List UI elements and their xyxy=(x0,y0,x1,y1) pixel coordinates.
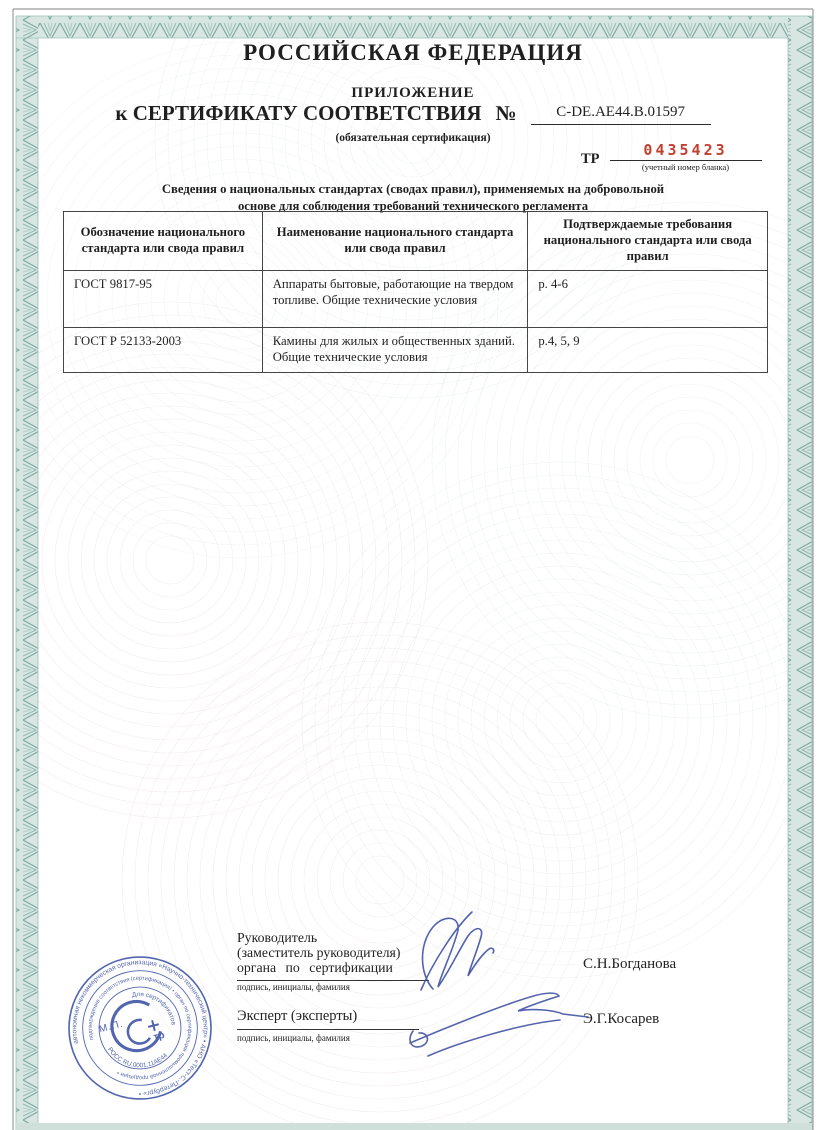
head-role-line-3: органа по сертификации xyxy=(237,959,393,975)
stamp-logo-letters: тр xyxy=(152,1029,166,1044)
blank-number-field xyxy=(610,141,762,172)
intro-line-2: основе для соблюдения требований технического регламента xyxy=(237,198,589,213)
cell-standard-name: Аппараты бытовые, работающие на твердом топливе. Общие технические условия xyxy=(262,270,528,327)
signature-head-ink xyxy=(421,912,494,990)
certificate-number-row xyxy=(0,101,826,126)
cell-standard-requirements: р.4, 5, 9 xyxy=(528,327,768,372)
cell-standard-designation: ГОСТ Р 52133-2003 xyxy=(64,327,263,372)
table-header-row xyxy=(64,212,768,271)
border-band-top xyxy=(16,16,812,38)
col-header-name: Наименование национального стандарта или свода правил xyxy=(262,212,528,271)
svg-text:автономная некоммерческая орга xyxy=(57,944,225,1112)
intro-paragraph xyxy=(0,181,826,214)
blank-number-caption: (учетный номер бланка) xyxy=(641,162,730,172)
certification-kind: (обязательная сертификация) xyxy=(335,132,491,144)
country-title: РОССИЙСКАЯ ФЕДЕРАЦИЯ xyxy=(243,40,583,65)
stamp-ring-middle-text: подтверждение соответствия (сертификация) • орган по сертификации промышленной продукции • xyxy=(87,975,193,1081)
blank-number-block xyxy=(581,141,762,172)
expert-role-block: Эксперт (эксперты) xyxy=(237,1008,419,1030)
blank-number: 0435423 xyxy=(610,141,762,161)
certificate-number: C-DE.AE44.B.01597 xyxy=(531,104,711,125)
cell-standard-requirements: р. 4-6 xyxy=(528,270,768,327)
stamp-inner-top-text: Для сертификатов xyxy=(131,991,177,1026)
col-header-designation: Обозначение национального стандарта или свода правил xyxy=(64,212,263,271)
head-role-block xyxy=(237,931,429,981)
border-band-bottom-cropped xyxy=(16,1123,812,1130)
head-role-line-2: (заместитель руководителя) xyxy=(237,944,401,960)
stamp-inner-bottom-text: РОСС RU.0001.11АЕ44 xyxy=(106,1046,170,1070)
certificate-label: к СЕРТИФИКАТУ СООТВЕТСТВИЯ xyxy=(115,101,482,125)
head-role-line-1: Руководитель xyxy=(237,930,318,945)
intro-line-1: Сведения о национальных стандартах (сводах правил), применяемых на добровольной xyxy=(161,182,665,196)
tr-label: ТР xyxy=(581,151,600,167)
stamp-mp-label: М.П. xyxy=(97,1018,125,1036)
expert-name: Э.Г.Косарев xyxy=(583,1011,660,1027)
head-signature-caption: подпись, инициалы, фамилия xyxy=(237,982,350,992)
stamp-outer-circle xyxy=(54,942,226,1114)
certification-body-stamp xyxy=(49,937,231,1119)
expert-signature-caption: подпись, инициалы, фамилия xyxy=(237,1033,350,1043)
table-row xyxy=(64,327,768,372)
head-name: С.Н.Богданова xyxy=(583,956,677,972)
cell-standard-designation: ГОСТ 9817-95 xyxy=(64,270,263,327)
number-sign: № xyxy=(495,101,517,125)
stamp-ring-outer-text: автономная некоммерческая организация «Научно-технический центр» • АНО «Тест-С.-Петербург» • xyxy=(71,959,209,1097)
signature-expert-ink xyxy=(410,993,588,1056)
doc-type-title: ПРИЛОЖЕНИЕ xyxy=(351,85,475,101)
col-header-requirements: Подтверждаемые требования национального стандарта или свода правил xyxy=(528,212,768,271)
cell-standard-name: Камины для жилых и общественных зданий. Общие технические условия xyxy=(262,327,528,372)
table-row xyxy=(64,270,768,327)
standards-table xyxy=(63,211,768,373)
